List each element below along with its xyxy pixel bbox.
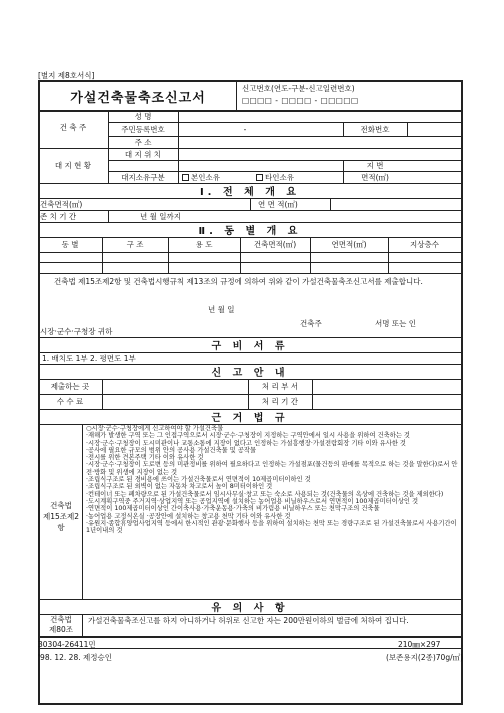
col-structure: 구 조 [126, 240, 144, 249]
by-building-title: Ⅱ. 동 별 개 요 [198, 226, 302, 237]
col-building: 동 별 [61, 240, 79, 249]
applicant-group-label: 건 축 주 [59, 122, 87, 132]
site-location-label: 대 지 위 치 [124, 149, 162, 159]
submit-to-label: 제출하는 곳 [50, 382, 90, 391]
period-value: 년 월 일까지 [140, 211, 181, 221]
building-area-label: 건축면적(㎡) [40, 199, 83, 209]
floor-area-label: 연 면 적(㎡) [258, 199, 298, 209]
receipt-number-boxes: □□□□ - □□□□ - □□□□□ [242, 96, 359, 105]
footer-size: 210㎜×297 [398, 640, 441, 649]
processing-period-label: 처 리 기 간 [261, 397, 299, 406]
site-ownership-label: 대지소유구분 [121, 172, 165, 182]
notice-basis-label: 건축법 제80조 [48, 615, 74, 634]
footer-code: 30304-26411민 [38, 640, 96, 649]
site-lot-label: 지 번 [366, 161, 384, 170]
col-building-area: 건축면적(㎡) [253, 240, 297, 249]
notice-text: 가설건축물축조신고를 하지 아니하거나 허위로 신고한 자는 200만원이하의 벌금에 처하여 집니다. [88, 616, 409, 625]
statement-date: 년 월 일 [208, 305, 235, 314]
applicant-name-label: 성 명 [134, 111, 152, 121]
footer-paper: (보존용지(2종)70g/㎡) [386, 653, 464, 662]
receipt-number-label: 신고번호(연도-구분-신고일련번호) [242, 84, 355, 93]
col-use: 용 도 [195, 240, 213, 249]
overview-title: Ⅰ. 전 체 개 요 [199, 187, 301, 198]
dept-label: 처 리 부 서 [261, 382, 299, 391]
own-self-checkbox[interactable]: 본인소유 [182, 171, 252, 183]
legal-text: ○시장·군수·구청장에게 신고하여야 할 가설건축물 ·재해가 발생한 구역 또는 그 인접구역으로서 시장·군수·구청장이 지정하는 구역안에서 일시 사용을 위하여 건축하는 것 ·시장·군수·구청장이 도시미관이나 교통소통에 지장이 없다고 인정하는 가설흥행장·가설전람회장 기타 이와 유사한 것 ·공사에 필요한 규모의 범위 안의 공사용 가설건축물 및 공작물 ·전시를 위한 견본주택 기타 이와 유사한 것 ·시장·군수·구청장이 도로변 등의 미관정비를 위하여 필요하다고 인정하는 가설점포(물건등의 판매를 목적으로 하는 것을 말한다)로서 안전·방화 및 위생에 지장이 없는 것 ·조립식구조로 된 경비용에 쓰이는 가설건축물로서 연면적이 10제곱미터이하인 것 ·조립식구조로 된 외벽이 없는 자동차 차고로서 높이 8미터이하인 것 ·컨테이너 또는 폐차량으로 된 가설건축물로서 임시사무실·창고 또는 숙소로 사용되는 것(건축물의 옥상에 건축하는 것을 제외한다) ·도시계획구역중 주거지역·상업지역 또는 공업지역에 설치하는 농어업용 비닐하우스로서 연면적이 100제곱미터이상인 것 ·연면적이 100제곱미터이상인 간이축사용·가축운동용·가축의 비가림용 비닐하우스 또는 천막구조의 건축물 ·농어업용 고정식온실 ·공장안에 설치하는 창고용 천막 기타 이와 유사한 것 ·유원지·종합휴양업사업지역 등에서 한시적인 관광·문화행사 등을 위하여 설치하는 천막 또는 경량구조로 된 가설건축물로서 사용기간이 1년이내의 것 [86, 425, 458, 535]
notice-title: 유 의 사 항 [211, 603, 289, 614]
outer-bottom-border [38, 703, 463, 705]
recipient: 시장·군수·구청장 귀하 [40, 327, 113, 336]
footer-approval: '98. 12. 28. 제정승인 [38, 653, 112, 662]
col-floors: 지상층수 [410, 240, 439, 249]
own-other-checkbox[interactable]: 타인소유 [256, 171, 326, 183]
applicant-id-dash: - [243, 124, 247, 134]
legal-title: 근 거 법 규 [211, 413, 289, 424]
applicant-address-label: 주 소 [134, 137, 152, 147]
guide-title: 신 고 안 내 [211, 368, 289, 379]
signature-field[interactable]: 서명 또는 인 [375, 319, 416, 328]
site-area-label: 면적(㎡) [361, 172, 389, 182]
legal-basis-label: 건축법 제15조제2항 [42, 501, 80, 532]
form-title: 가설건축물축조신고서 [70, 90, 206, 106]
checkbox-icon [256, 174, 263, 181]
signer-label: 건축주 [300, 319, 322, 328]
period-label: 존 치 기 간 [40, 211, 77, 221]
form-number: [별지 제8호서식] [38, 71, 95, 80]
site-group-label: 대 지 현 황 [54, 161, 92, 170]
fee-label: 수 수 료 [56, 397, 84, 406]
statement-text: 건축법 제15조제2항 및 건축법시행규칙 제13조의 규정에 의하여 위와 같이 가설건축물축조신고서를 제출합니다. [54, 277, 423, 286]
applicant-id-label: 주민등록번호 [121, 124, 165, 134]
documents-items: 1. 배치도 1부 2. 평면도 1부 [42, 353, 136, 363]
col-floor-area: 연면적(㎡) [331, 240, 367, 249]
applicant-phone-label: 전화번호 [360, 124, 390, 134]
checkbox-icon [182, 174, 189, 181]
documents-title: 구 비 서 류 [211, 341, 289, 352]
